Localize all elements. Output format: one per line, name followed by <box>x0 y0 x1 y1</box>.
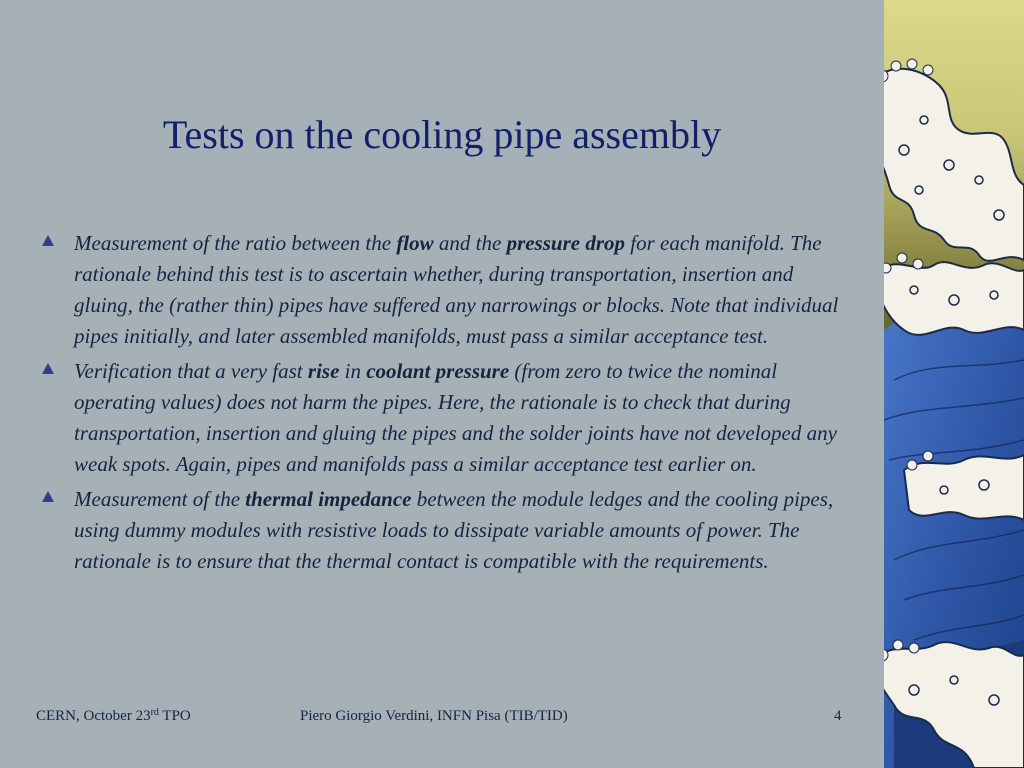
bullet-emphasis: thermal impedance <box>245 487 412 511</box>
footer-left <box>36 706 191 726</box>
footer-date-suffix: rd <box>150 707 159 718</box>
bullet-emphasis: pressure drop <box>506 231 625 255</box>
bullet-segment: Measurement of the ratio between the <box>74 231 397 255</box>
bullet-text <box>74 484 847 577</box>
bullet-segment: between the module ledges and the cooling pipes, using dummy modules with resistive loads to dissipate variable amounts of power. The rationale is to ensure that the thermal contact is compatible with the requirements. <box>74 487 834 573</box>
bullet-segment: for each manifold. The rationale behind this test is to ascertain whether, during transportation, insertion and gluing, the (rather thin) pipes have suffered any narrowings or blocks. Note that individual pipes initially, and later assembled manifolds, must pass a similar acceptance test. <box>74 231 839 348</box>
triangle-bullet-icon <box>42 235 54 246</box>
great-wave-icon <box>884 0 1024 768</box>
bullet-segment: (from zero to twice the nominal operating values) does not harm the pipes. Here, the rationale is to check that during transportation, insertion and gluing the pipes and the solder joints have not developed any weak spots. Again, pipes and manifolds pass a similar acceptance test earlier on. <box>74 359 837 476</box>
bullet-emphasis: rise <box>307 359 340 383</box>
page-number: 4 <box>834 708 842 724</box>
footer-event: TPO <box>158 708 191 724</box>
bullet-segment: Measurement of the <box>74 487 246 511</box>
footer-date: CERN, October 23 <box>36 708 151 724</box>
bullet-list <box>42 228 847 581</box>
bullet-emphasis: coolant pressure <box>366 359 510 383</box>
bullet-item <box>42 356 847 480</box>
footer-author: Piero Giorgio Verdini, INFN Pisa (TIB/TID) <box>300 708 568 724</box>
slide-title: Tests on the cooling pipe assembly <box>162 112 722 157</box>
bullet-segment: in <box>339 359 367 383</box>
triangle-bullet-icon <box>42 363 54 374</box>
triangle-bullet-icon <box>42 491 54 502</box>
bullet-text <box>74 356 847 480</box>
bullet-segment: and the <box>433 231 507 255</box>
bullet-segment: Verification that a very fast <box>74 359 308 383</box>
bullet-item <box>42 228 847 352</box>
bullet-text <box>74 228 847 352</box>
bullet-emphasis: flow <box>396 231 434 255</box>
bullet-item <box>42 484 847 577</box>
